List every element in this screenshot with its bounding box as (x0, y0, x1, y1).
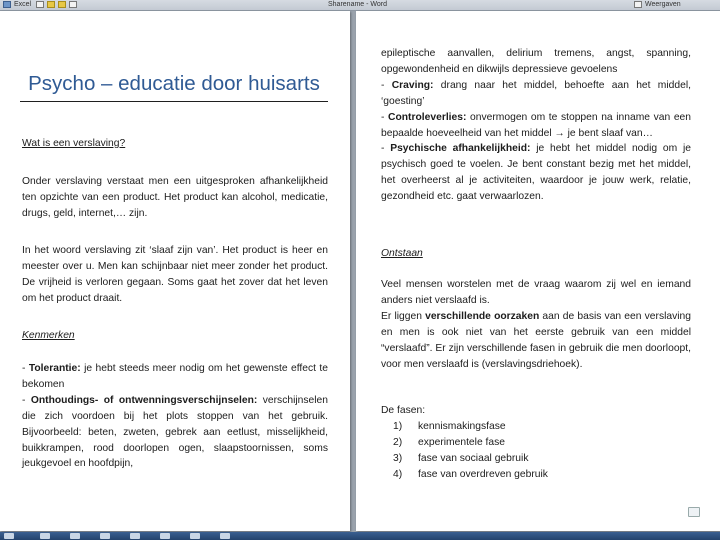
heading-origin: Ontstaan (381, 248, 423, 259)
characteristics-continued (381, 46, 691, 205)
undo-icon[interactable] (69, 1, 77, 8)
section-definition (22, 136, 328, 152)
item-tolerance-label: Tolerantie: (28, 363, 81, 374)
phase-number: 4) (393, 468, 403, 480)
phases-label: De fasen: (381, 405, 426, 416)
item-craving-label: Craving: (391, 79, 434, 91)
phase-text: kennismakingsfase (418, 420, 506, 432)
quick-access-icons (36, 0, 80, 10)
item-withdrawal-label: Onthoudings- of ontwenningsverschijnselen: (30, 394, 258, 406)
section-characteristics (22, 328, 328, 344)
item-withdrawal: - Onthoudings- of ontwenningsverschijnselen: verschijnselen die zich voordoen bij het plots stoppen van het gebruik. Bijvoorbeeld: beten, zweten, gebrek aan eetlust, misselijkheid, buikkrampen, rood doorlopen ogen, slaapstoornissen, soms jeukgevoel en hoofdpijn, (22, 394, 329, 470)
folder-icon[interactable] (47, 1, 55, 8)
title-underline (20, 101, 328, 102)
comment-icon[interactable] (688, 507, 700, 517)
phase-number: 3) (393, 452, 403, 464)
document-title: Psycho – educatie door huisarts (28, 72, 320, 95)
taskbar-app-icon[interactable] (160, 533, 170, 539)
item-psychological-label: Psychische afhankelijkheid: (390, 143, 531, 155)
item-psychological-dependence: - Psychische afhankelijkheid: je hebt het middel nodig om je psychisch goed te voelen. Je bent constant bezig met het middel, het overheerst al je activiteiten, waardoor je jouw werk, relatie, gezondheid etc. gaat verwaarlozen. (381, 143, 691, 203)
item-control-loss-text: onvermogen om te stoppen na inname van een bepaalde hoeveelheid van het middel → je bent slaaf van… (381, 111, 691, 139)
paragraph-2: In het woord verslaving zit ‘slaaf zijn van’. Het product is heer en meester over u. Men kan schijnbaar niet meer zonder het product. De vrijheid is verloren gegaan. Soms gaat het zover dat het leven om het product draait. (22, 245, 328, 304)
phase-text: experimentele fase (418, 436, 506, 448)
paragraph-4 (381, 309, 691, 373)
paragraph-slave (22, 243, 328, 307)
taskbar-app-icon[interactable] (130, 533, 140, 539)
paragraph-definition (22, 174, 328, 222)
paragraph-3: Veel mensen worstelen met de vraag waarom zij wel en iemand anders niet verslaafd is. (381, 279, 691, 306)
taskbar (0, 532, 720, 540)
taskbar-app-icon[interactable] (70, 533, 80, 539)
phase-item (381, 419, 691, 435)
menu-label[interactable]: Excel (14, 1, 32, 8)
taskbar-app-icon[interactable] (190, 533, 200, 539)
item-withdrawal-text: verschijnselen die zich voordoen bij het plots stoppen van het gebruik. Bijvoorbeeld: beten, zweten, gebrek aan eetlust, misselijkheid, buikkrampen, rood doorlopen ogen, slaapstoornissen, soms jeukgevoel en hoofdpijn, (22, 394, 329, 470)
phase-text: fase van overdreven gebruik (418, 468, 548, 480)
phase-text: fase van sociaal gebruik (418, 452, 529, 464)
paragraph-origin (381, 277, 691, 372)
item-tolerance-text: je hebt steeds meer nodig om het gewenste effect te bekomen (22, 363, 328, 390)
taskbar-app-icon[interactable] (40, 533, 50, 539)
start-icon[interactable] (4, 533, 14, 539)
search-label: Weergaven (645, 1, 681, 8)
taskbar-app-icon[interactable] (100, 533, 110, 539)
item-control-loss-label: Controleverlies: (388, 111, 467, 123)
phases-list (381, 419, 691, 483)
phase-item (381, 435, 691, 451)
heading-what-is-addiction: Wat is een verslaving? (22, 138, 126, 149)
paragraph-4-start: Er liggen (381, 310, 426, 322)
characteristics-list (22, 361, 328, 472)
phase-item (381, 467, 691, 483)
paragraph-4-end: aan de basis van een verslaving en men is ook niet van het eerste gebruik van een middel “verslaafd”. Er zijn verschillende fasen in gebruik die men doorloopt, voor men verslaafd is (verslavingsdriehoek). (381, 310, 691, 370)
app-icon[interactable] (3, 1, 11, 8)
item-psychological-text: je hebt het middel nodig om je psychisch goed te voelen. Je bent constant bezig met het middel, het overheerst al je activiteiten, waardoor je jouw werk, relatie, gezondheid etc. gaat verwaarlozen. (381, 143, 691, 203)
document-page-left (0, 11, 350, 531)
document-page-right (356, 11, 720, 531)
phase-number: 1) (393, 420, 403, 432)
save-icon[interactable] (36, 1, 44, 8)
search-icon (634, 1, 642, 8)
window-title: Sharename - Word (328, 1, 388, 8)
item-craving: - Craving: drang naar het middel, behoefte aan het middel, ‘goesting’ (381, 79, 691, 107)
title-bar (0, 0, 720, 11)
item-craving-text: drang naar het middel, behoefte aan het middel, ‘goesting’ (381, 79, 691, 107)
item-tolerance: - Tolerantie: je hebt steeds meer nodig om het gewenste effect te bekomen (22, 363, 328, 390)
phase-number: 2) (393, 436, 403, 448)
paragraph-1: Onder verslaving verstaat men een uitgesproken afhankelijkheid ten opzichte van een product. Het product kan alcohol, medicatie, drugs, geld, internet,… zijn. (22, 176, 328, 219)
phase-item (381, 451, 691, 467)
new-document-icon[interactable] (58, 1, 66, 8)
paragraph-4-bold: verschillende oorzaken (425, 310, 540, 322)
item-control-loss: - Controleverlies: onvermogen om te stoppen na inname van een bepaalde hoeveelheid van het middel → je bent slaaf van… (381, 111, 691, 139)
phases-section (381, 403, 691, 482)
taskbar-app-icon[interactable] (220, 533, 230, 539)
search-box[interactable] (634, 0, 681, 10)
continuation-text: epileptische aanvallen, delirium tremens, angst, spanning, opgewondenheid en dikwijls depressieve gevoelens (381, 48, 691, 75)
quick-access-toolbar (3, 0, 31, 10)
section-origin (381, 246, 691, 262)
heading-characteristics: Kenmerken (22, 330, 75, 341)
